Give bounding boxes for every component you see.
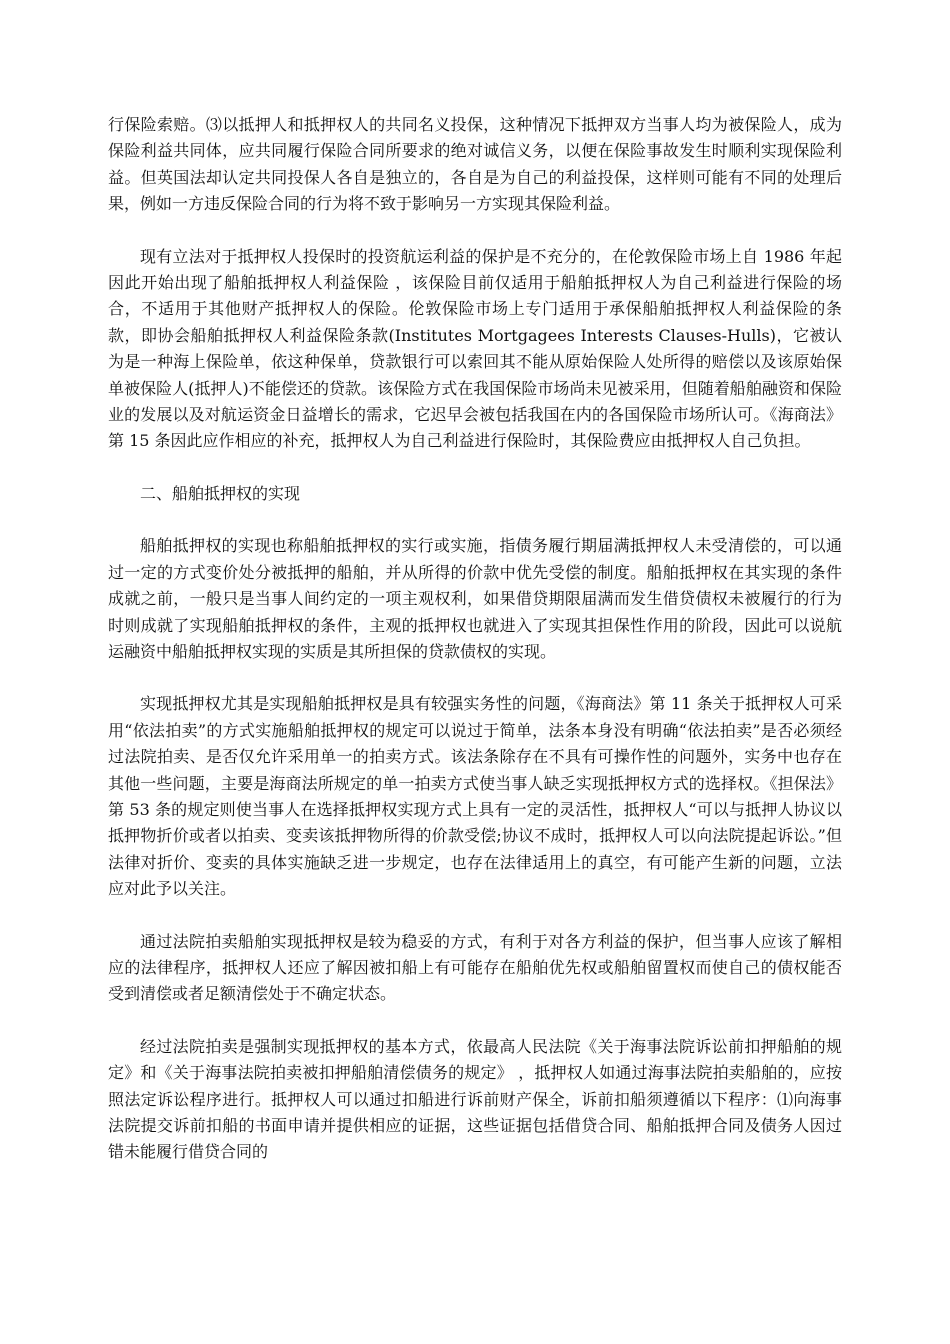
paragraph-practical-issues: 实现抵押权尤其是实现船舶抵押权是具有较强实务性的问题，《海商法》第 11 条关于抵押权人可采用“依法拍卖”的方式实施船舶抵押权的规定可以说过于简单，法条本身没有明确“依法拍卖”是否必须经过法院拍卖、是否仅允许采用单一的拍卖方式。该法条除存在不具有可操作性的问题外，实务中也存在其他一些问题，主要是海商法所规定的单一拍卖方式使当事人缺乏实现抵押权方式的选择权。《担保法》第 53 条的规定则使当事人在选择抵押权实现方式上具有一定的灵活性，抵押权人“可以与抵押人协议以抵押物折价或者以拍卖、变卖该抵押物所得的价款受偿;协议不成时，抵押权人可以向法院提起诉讼。”但法律对折价、变卖的具体实施缺乏进一步规定，也存在法律适用上的真空，有可能产生新的问题，立法应对此予以关注。 bbox=[108, 694, 842, 899]
paragraph-procedure: 经过法院拍卖是强制实现抵押权的基本方式，依最高人民法院《关于海事法院诉讼前扣押船舶的规定》和《关于海事法院拍卖被扣押船舶清偿债务的规定》 ，抵押权人如通过海事法院拍卖船舶的，应按照法定诉讼程序进行。抵押权人可以通过扣船进行诉前财产保全，诉前扣船须遵循以下程序：⑴向海事法院提交诉前扣船的书面申请并提供相应的证据，这些证据包括借贷合同、船舶抵押合同及债务人因过错未能履行借贷合同的 bbox=[108, 1036, 842, 1162]
paragraph-mortgage-realization-definition: 船舶抵押权的实现也称船舶抵押权的实行或实施，指债务履行期届满抵押权人未受清偿的，可以通过一定的方式变价处分被抵押的船舶，并从所得的价款中优先受偿的制度。船舶抵押权在其实现的条件成就之前，一般只是当事人间约定的一项主观权利，如果借贷期限届满而发生借贷债权未被履行的行为时则成就了实现船舶抵押权的条件，主观的抵押权也就进入了实现其担保性作用的阶段，因此可以说航运融资中船舶抵押权实现的实质是其所担保的贷款债权的实现。 bbox=[108, 536, 842, 661]
paragraph-mortgagee-interest-insurance: 现有立法对于抵押权人投保时的投资航运利益的保护是不充分的，在伦敦保险市场上自 1986 年起因此开始出现了船舶抵押权人利益保险 ，该保险目前仅适用于船舶抵押权人为自己利益进行保险的场合，不适用于其他财产抵押权人的保险。伦敦保险市场上专门适用于承保船舶抵押权人利益保险的条款，即协会船舶抵押权人利益保险条款(Institutes Mortgagees Interests Clauses-Hulls)，它被认为是一种海上保险单，依这种保单，贷款银行可以索回其不能从原始保险人处所得的赔偿以及该原始保单被保险人(抵押人)不能偿还的贷款。该保险方式在我国保险市场尚未见被采用，但随着船舶融资和保险业的发展以及对航运资金日益增长的需求，它迟早会被包括我国在内的各国保险市场所认可。《海商法》第 15 条因此应作相应的补充，抵押权人为自己利益进行保险时，其保险费应由抵押权人自己负担。 bbox=[108, 246, 842, 451]
paragraph-court-auction: 通过法院拍卖船舶实现抵押权是较为稳妥的方式，有利于对各方利益的保护，但当事人应该了解相应的法律程序，抵押权人还应了解因被扣船上有可能存在船舶优先权或船舶留置权而使自己的债权能否受到清偿或者足额清偿处于不确定状态。 bbox=[108, 931, 842, 1004]
section-heading: 二、船舶抵押权的实现 bbox=[140, 483, 301, 503]
paragraph-insurance-claims: 行保险索赔。⑶以抵押人和抵押权人的共同名义投保，这种情况下抵押双方当事人均为被保险人，成为保险利益共同体，应共同履行保险合同所要求的绝对诚信义务，以便在保险事故发生时顺利实现保险利益。但英国法却认定共同投保人各自是独立的，各自是为自己的利益投保，这样则可能有不同的处理后果，例如一方违反保险合同的行为将不致于影响另一方实现其保险利益。 bbox=[108, 115, 842, 214]
document-body bbox=[108, 112, 842, 1166]
